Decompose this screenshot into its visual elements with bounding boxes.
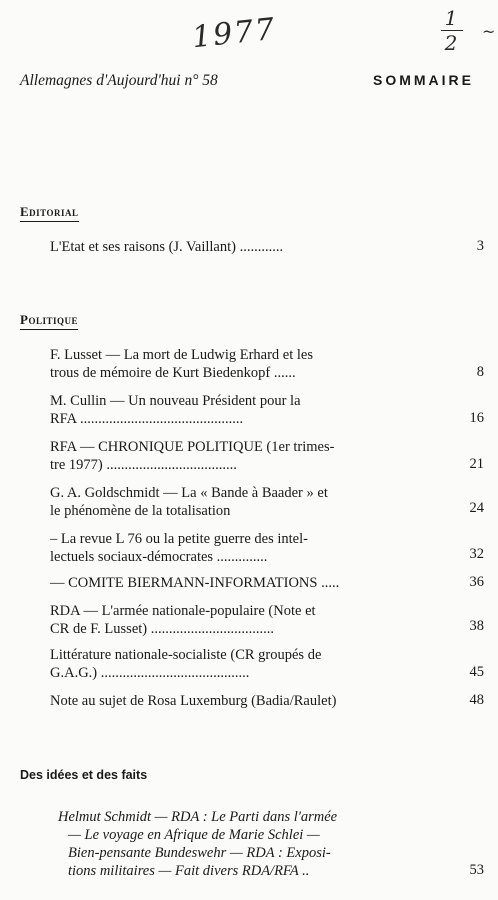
toc-entry-line: lectuels sociaux-démocrates ..............	[50, 549, 268, 565]
toc-entry	[50, 438, 434, 474]
toc-entry	[50, 602, 434, 638]
toc-entry-line: Helmut Schmidt — RDA : Le Parti dans l'armée	[58, 809, 338, 825]
toc-entry: L'Etat et ses raisons (J. Vaillant) ............	[50, 239, 284, 255]
handwritten-tick: ~	[482, 22, 498, 41]
toc-page-number: 21	[469, 456, 484, 472]
toc-entry	[50, 692, 434, 710]
toc-entry-line: trous de mémoire de Kurt Biedenkopf ......	[50, 365, 296, 381]
toc-entry-line: G.A.G.) .........................................	[50, 665, 250, 681]
fraction-numerator: 1	[444, 6, 460, 30]
toc-entry-line: — Le voyage en Afrique de Marie Schlei —	[68, 827, 320, 843]
toc-entry-line: tre 1977) ....................................	[50, 457, 237, 473]
toc-entry	[50, 392, 434, 428]
toc-entry-line: RDA — L'armée nationale-populaire (Note et	[50, 603, 316, 619]
toc-entry	[50, 530, 434, 566]
toc-entry-line: Littérature nationale-socialiste (CR groupés de	[50, 647, 322, 663]
toc-entry-line: Note au sujet de Rosa Luxemburg (Badia/Raulet)	[50, 693, 337, 709]
toc-entry-line: — COMITE BIERMANN-INFORMATIONS .....	[50, 575, 340, 591]
section-heading-editorial: Editorial	[20, 204, 79, 222]
toc-page-number: 53	[469, 862, 484, 878]
toc-entry-line: RFA .............................................	[50, 411, 244, 427]
section-heading-politique: Politique	[20, 312, 78, 330]
handwritten-fraction	[437, 8, 467, 53]
toc-page-number: 24	[469, 500, 484, 516]
toc-entry-line: F. Lusset — La mort de Ludwig Erhard et les	[50, 347, 314, 363]
toc-entry	[50, 646, 434, 682]
fraction-denominator: 2	[444, 31, 460, 55]
page-title: SOMMAIRE	[373, 72, 474, 88]
toc-page-number: 36	[469, 574, 484, 590]
toc-page-number: 16	[469, 410, 484, 426]
toc-page-number: 3	[476, 238, 484, 254]
toc-entry-line: RFA — CHRONIQUE POLITIQUE (1er trimes-	[50, 439, 335, 455]
toc-entry	[50, 574, 434, 592]
toc-entry-line: M. Cullin — Un nouveau Président pour la	[50, 393, 301, 409]
journal-title: Allemagnes d'Aujourd'hui n° 58	[20, 72, 218, 89]
handwritten-year: 1977	[190, 11, 278, 56]
toc-entry	[58, 808, 440, 880]
toc-page-number: 38	[469, 618, 484, 634]
toc-entry-line: le phénomène de la totalisation	[50, 503, 231, 519]
toc-entry	[50, 346, 434, 382]
toc-entry	[50, 484, 434, 520]
page-header	[20, 72, 474, 90]
toc-entry-line: – La revue L 76 ou la petite guerre des intel-	[50, 531, 308, 547]
toc-page-number: 45	[469, 664, 484, 680]
toc-entry-line: Bien-pensante Bundeswehr — RDA : Exposi-	[68, 845, 331, 861]
section-heading-idees: Des idées et des faits	[20, 768, 148, 782]
toc-entry-line: G. A. Goldschmidt — La « Bande à Baader » et	[50, 485, 328, 501]
toc-page-number: 48	[469, 692, 484, 708]
toc-page-number: 32	[469, 546, 484, 562]
toc-page-number: 8	[476, 364, 484, 380]
toc-entry-line: tions militaires — Fait divers RDA/RFA ..	[68, 863, 310, 879]
toc-entry-line: CR de F. Lusset) ..................................	[50, 621, 274, 637]
